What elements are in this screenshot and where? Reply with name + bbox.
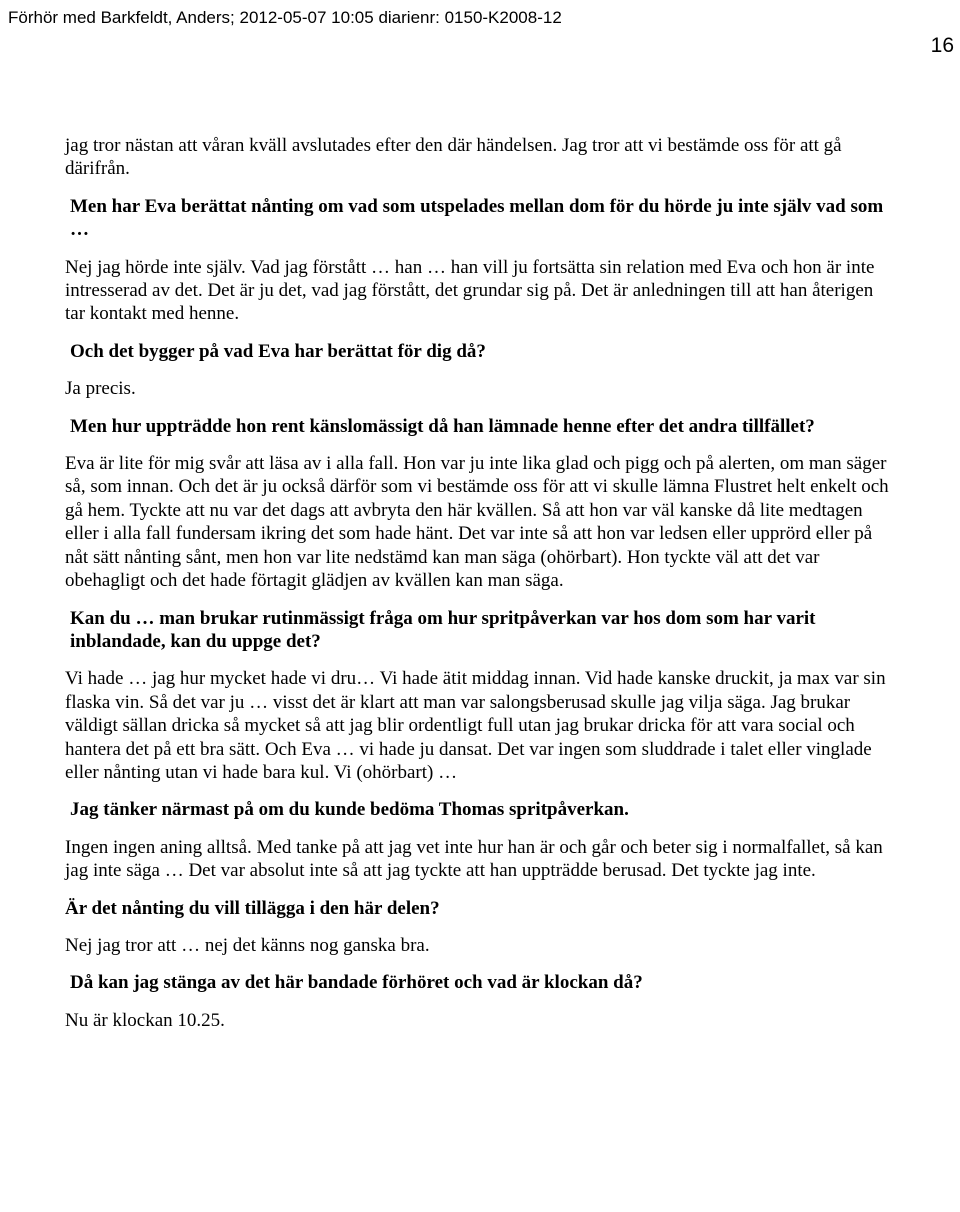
answer-paragraph: Ja precis. (65, 378, 136, 400)
question-paragraph: Jag tänker närmast på om du kunde bedöma Thomas spritpåverkan. (70, 799, 629, 821)
answer-paragraph: Nu är klockan 10.25. (65, 1009, 225, 1031)
question-paragraph: Och det bygger på vad Eva har berättat för dig då? (70, 340, 486, 362)
answer-paragraph: Eva är lite för mig svår att läsa av i alla fall. Hon var ju inte lika glad och pigg och på alerten, om man säger så, som innan. Och det är ju också därför som vi bestämde oss för att vi skulle lämna Flustret helt enkelt och gå hem. Tyckte att nu var det dags att avbryta den här kvällen. Så att hon var väl kanske då lite medtagen eller i alla fall fundersam ikring det som hade hänt. Det var inte så att hon var ledsen eller upprörd eller på nåt sätt nånting sånt, men hon var lite nedstämd kan man säga (ohörbart). Hon tyckte väl att det var obehagligt och det hade förtagit glädjen av kvällen kan man säga. (65, 453, 889, 592)
question-paragraph: Men hur uppträdde hon rent känslomässigt då han lämnade henne efter det andra tillfället? (70, 415, 815, 437)
answer-paragraph: Nej jag tror att … nej det känns nog ganska bra. (65, 934, 430, 956)
answer-paragraph: Ingen ingen aning alltså. Med tanke på att jag vet inte hur han är och går och beter sig i normalfallet, så kan jag inte säga … Det var absolut inte så att jag tyckte att han uppträdde berusad. Det tyckte jag inte. (65, 836, 883, 882)
question-paragraph: Kan du … man brukar rutinmässigt fråga om hur spritpåverkan var hos dom som har varit inblandade, kan du uppge det? (70, 607, 816, 652)
transcript-body (65, 134, 895, 1046)
answer-paragraph: Vi hade … jag hur mycket hade vi dru… Vi hade ätit middag innan. Vid hade kanske druckit, ja max var sin flaska vin. Så det var ju … visst det är klart att man var salongsberusad skulle jag vilja säga. Jag brukar väldigt sällan dricka så mycket så att jag blir ordentligt full utan jag brukar dricka för att vara social och hantera det på ett bra sätt. Och Eva … vi hade ju dansat. Det var ingen som sluddrade i talet eller vinglade eller nånting utan vi hade bara kul. Vi (ohörbart) … (65, 668, 886, 783)
document-header: Förhör med Barkfeldt, Anders; 2012-05-07 10:05 diarienr: 0150-K2008-12 (8, 8, 562, 27)
question-paragraph: Då kan jag stänga av det här bandade förhöret och vad är klockan då? (70, 972, 643, 994)
question-paragraph: Är det nånting du vill tillägga i den här delen? (65, 897, 440, 919)
page-number: 16 (930, 34, 954, 57)
question-paragraph: Men har Eva berättat nånting om vad som utspelades mellan dom för du hörde ju inte själv vad som … (70, 195, 884, 241)
answer-paragraph: Nej jag hörde inte själv. Vad jag förstått … han … han vill ju fortsätta sin relation med Eva och hon är inte intresserad av det. Det är ju det, vad jag förstått, det grundar sig på. Det är anledningen till att han återigen tar kontakt med henne. (65, 256, 875, 325)
answer-paragraph: jag tror nästan att våran kväll avslutades efter den där händelsen. Jag tror att vi bestämde oss för att gå därifrån. (65, 135, 842, 180)
